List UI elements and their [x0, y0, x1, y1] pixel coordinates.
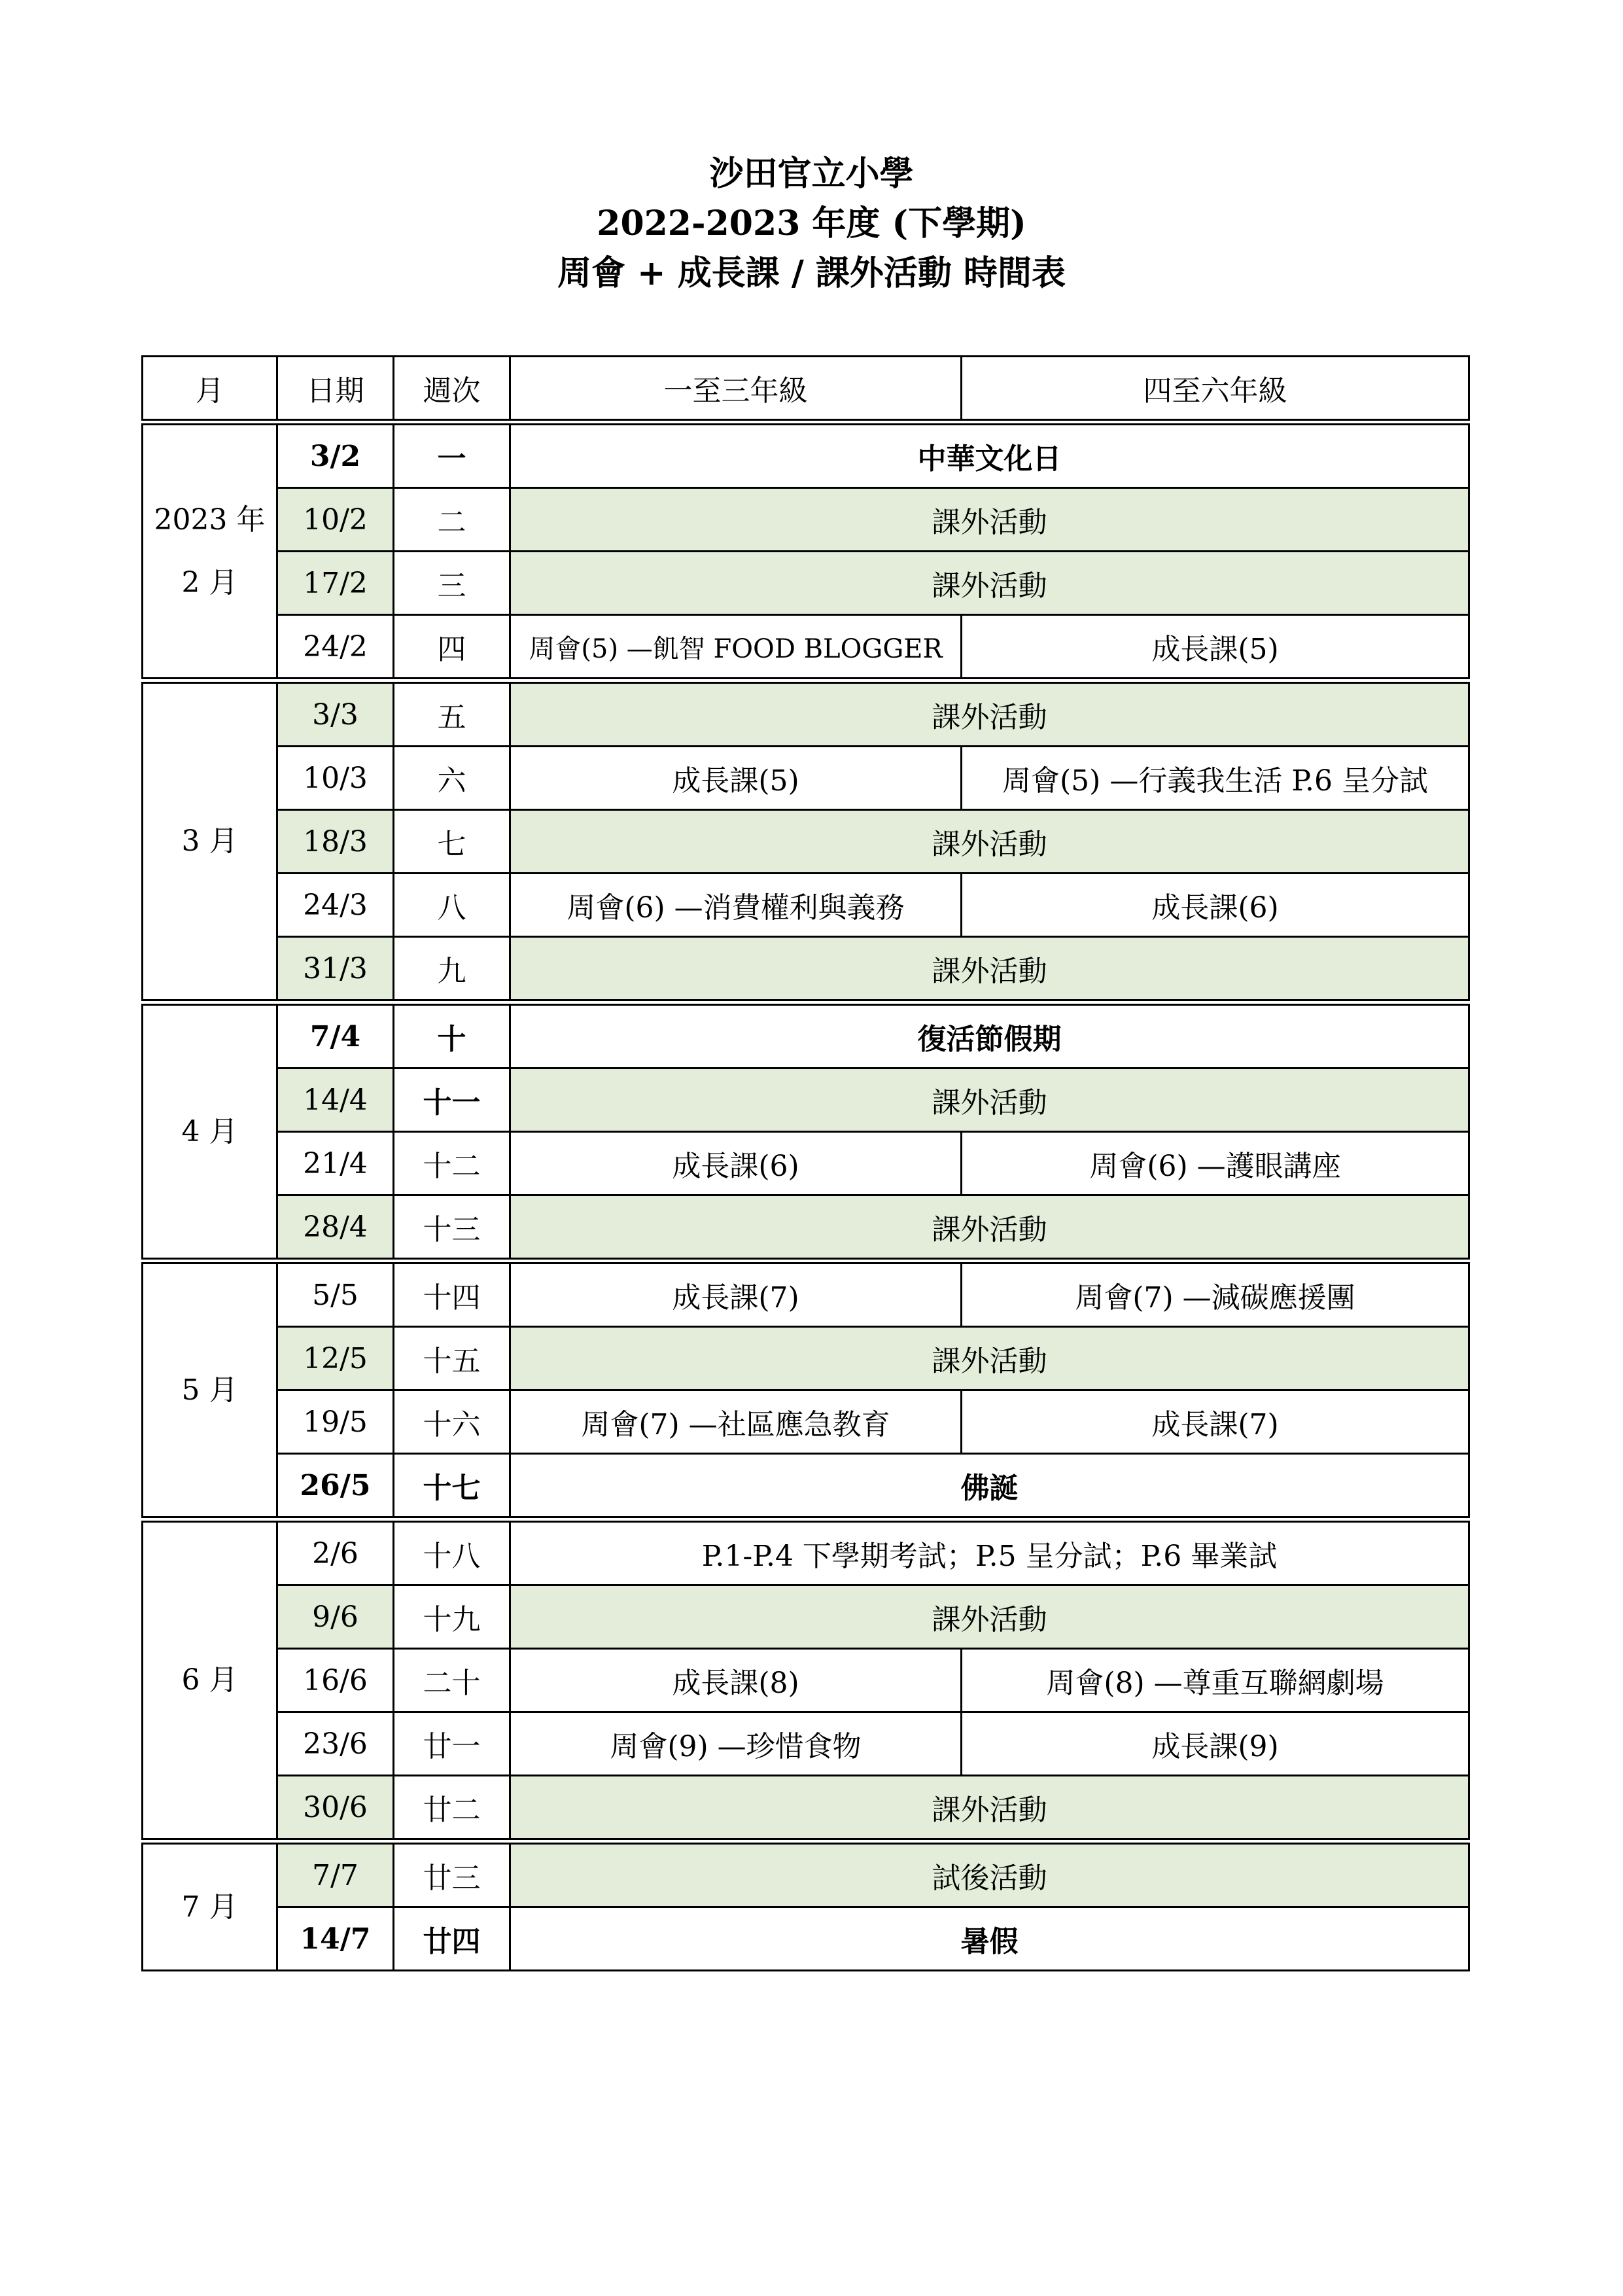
month-label: 5 月: [181, 1373, 238, 1407]
month-cell: [143, 680, 277, 1002]
table-row: [143, 810, 1469, 874]
month-cell: [143, 1841, 277, 1971]
table-row: [143, 1776, 1469, 1842]
table-header: [143, 357, 1469, 423]
table-row: [143, 1519, 1469, 1585]
week-cell: 十四: [394, 1261, 510, 1327]
activity-cell-p1-p3: 周會(9) —珍惜食物: [510, 1712, 962, 1776]
activity-cell: 課外活動: [510, 810, 1469, 874]
month-cell: [143, 1261, 277, 1519]
activity-cell-p4-p6: 周會(5) —行義我生活 P.6 呈分試: [962, 747, 1469, 810]
activity-cell: 課外活動: [510, 488, 1469, 552]
table-row: [143, 1390, 1469, 1454]
week-cell: 十六: [394, 1390, 510, 1454]
table-row: [143, 552, 1469, 615]
table-row: [143, 1195, 1469, 1262]
table-row: [143, 874, 1469, 937]
date-cell: 2/6: [277, 1519, 394, 1585]
activity-cell-p1-p3: 周會(6) —消費權利與義務: [510, 874, 962, 937]
date-cell: 17/2: [277, 552, 394, 615]
activity-cell: 課外活動: [510, 1585, 1469, 1649]
table-row: [143, 680, 1469, 747]
column-header-month: 月: [143, 357, 277, 423]
table-row: [143, 1327, 1469, 1390]
week-cell: 十七: [394, 1454, 510, 1520]
week-cell: 十三: [394, 1195, 510, 1262]
activity-cell-p4-p6: 成長課(5): [962, 615, 1469, 681]
table-row: [143, 1261, 1469, 1327]
date-cell: 24/3: [277, 874, 394, 937]
activity-cell-p1-p3: 成長課(8): [510, 1649, 962, 1712]
date-cell: 30/6: [277, 1776, 394, 1842]
table-row: [143, 1649, 1469, 1712]
table-row: [143, 1585, 1469, 1649]
activity-cell: 課外活動: [510, 1069, 1469, 1132]
schedule-table: [141, 355, 1470, 1971]
activity-cell: 課外活動: [510, 1776, 1469, 1842]
column-header-p4-p6: 四至六年級: [962, 357, 1469, 423]
month-group-mar: [143, 680, 1469, 1002]
school-name: 沙田官立小學: [709, 154, 914, 194]
table-row: [143, 1712, 1469, 1776]
activity-cell-p1-p3: 成長課(7): [510, 1261, 962, 1327]
month-group-jul: [143, 1841, 1469, 1971]
activity-cell: 課外活動: [510, 1327, 1469, 1390]
week-cell: 十五: [394, 1327, 510, 1390]
date-cell: 24/2: [277, 615, 394, 681]
table-row: [143, 747, 1469, 810]
table-row: [143, 937, 1469, 1003]
date-cell: 7/7: [277, 1841, 394, 1907]
activity-cell-p4-p6: 周會(6) —護眼講座: [962, 1132, 1469, 1195]
month-year-label: 2023 年: [154, 503, 266, 537]
week-cell: 廿二: [394, 1776, 510, 1842]
table-row: [143, 422, 1469, 488]
activity-cell-p1-p3: 成長課(5): [510, 747, 962, 810]
month-cell: [143, 1002, 277, 1261]
table-row: [143, 1907, 1469, 1971]
week-cell: 三: [394, 552, 510, 615]
week-cell: 六: [394, 747, 510, 810]
date-cell: 3/2: [277, 422, 394, 488]
date-cell: 7/4: [277, 1002, 394, 1069]
activity-cell-p1-p3: 周會(7) —社區應急教育: [510, 1390, 962, 1454]
date-cell: 21/4: [277, 1132, 394, 1195]
date-cell: 12/5: [277, 1327, 394, 1390]
month-label: 4 月: [181, 1114, 238, 1148]
week-cell: 七: [394, 810, 510, 874]
activity-cell-p4-p6: 成長課(6): [962, 874, 1469, 937]
activity-cell: 佛誕: [510, 1454, 1469, 1520]
table-row: [143, 1454, 1469, 1520]
date-cell: 3/3: [277, 680, 394, 747]
activity-cell-p1-p3: 周會(5) —飢智 FOOD BLOGGER: [510, 615, 962, 681]
month-group-apr: [143, 1002, 1469, 1261]
week-cell: 廿三: [394, 1841, 510, 1907]
month-label: 6 月: [181, 1663, 238, 1697]
activity-cell: 課外活動: [510, 937, 1469, 1003]
month-cell: [143, 1519, 277, 1841]
table-row: [143, 488, 1469, 552]
activity-cell: 課外活動: [510, 552, 1469, 615]
date-cell: 10/2: [277, 488, 394, 552]
document-header: [0, 149, 1623, 298]
week-cell: 二: [394, 488, 510, 552]
table-row: [143, 1002, 1469, 1069]
date-cell: 10/3: [277, 747, 394, 810]
page-title: 周會 + 成長課 / 課外活動 時間表: [557, 253, 1066, 293]
table-row: [143, 615, 1469, 681]
activity-cell: 試後活動: [510, 1841, 1469, 1907]
date-cell: 23/6: [277, 1712, 394, 1776]
date-cell: 18/3: [277, 810, 394, 874]
date-cell: 28/4: [277, 1195, 394, 1262]
month-group-may: [143, 1261, 1469, 1519]
date-cell: 9/6: [277, 1585, 394, 1649]
date-cell: 19/5: [277, 1390, 394, 1454]
week-cell: 一: [394, 422, 510, 488]
week-cell: 廿四: [394, 1907, 510, 1971]
header-row: [143, 357, 1469, 423]
month-label: 2 月: [181, 565, 238, 599]
date-cell: 31/3: [277, 937, 394, 1003]
month-cell: [143, 422, 277, 680]
table-row: [143, 1841, 1469, 1907]
week-cell: 十九: [394, 1585, 510, 1649]
academic-year: 2022-2023 年度 (下學期): [597, 203, 1026, 243]
activity-cell-p4-p6: 周會(8) —尊重互聯網劇場: [962, 1649, 1469, 1712]
week-cell: 五: [394, 680, 510, 747]
week-cell: 廿一: [394, 1712, 510, 1776]
table-row: [143, 1132, 1469, 1195]
month-group-jun: [143, 1519, 1469, 1841]
activity-cell: 課外活動: [510, 1195, 1469, 1262]
date-cell: 5/5: [277, 1261, 394, 1327]
table-row: [143, 1069, 1469, 1132]
month-group-feb: [143, 422, 1469, 680]
week-cell: 十: [394, 1002, 510, 1069]
date-cell: 26/5: [277, 1454, 394, 1520]
month-label: 3 月: [181, 824, 238, 858]
week-cell: 四: [394, 615, 510, 681]
activity-cell-p4-p6: 成長課(9): [962, 1712, 1469, 1776]
column-header-p1-p3: 一至三年級: [510, 357, 962, 423]
activity-cell: 暑假: [510, 1907, 1469, 1971]
week-cell: 九: [394, 937, 510, 1003]
week-cell: 二十: [394, 1649, 510, 1712]
week-cell: 十八: [394, 1519, 510, 1585]
week-cell: 十一: [394, 1069, 510, 1132]
column-header-week: 週次: [394, 357, 510, 423]
week-cell: 八: [394, 874, 510, 937]
activity-cell-p4-p6: 周會(7) —減碳應援團: [962, 1261, 1469, 1327]
activity-cell-p1-p3: 成長課(6): [510, 1132, 962, 1195]
month-label: 7 月: [181, 1890, 238, 1924]
activity-cell: 課外活動: [510, 680, 1469, 747]
date-cell: 14/7: [277, 1907, 394, 1971]
date-cell: 14/4: [277, 1069, 394, 1132]
week-cell: 十二: [394, 1132, 510, 1195]
activity-cell-p4-p6: 成長課(7): [962, 1390, 1469, 1454]
activity-cell: 復活節假期: [510, 1002, 1469, 1069]
date-cell: 16/6: [277, 1649, 394, 1712]
activity-cell: 中華文化日: [510, 422, 1469, 488]
activity-cell: P.1-P.4 下學期考試；P.5 呈分試；P.6 畢業試: [510, 1519, 1469, 1585]
column-header-date: 日期: [277, 357, 394, 423]
